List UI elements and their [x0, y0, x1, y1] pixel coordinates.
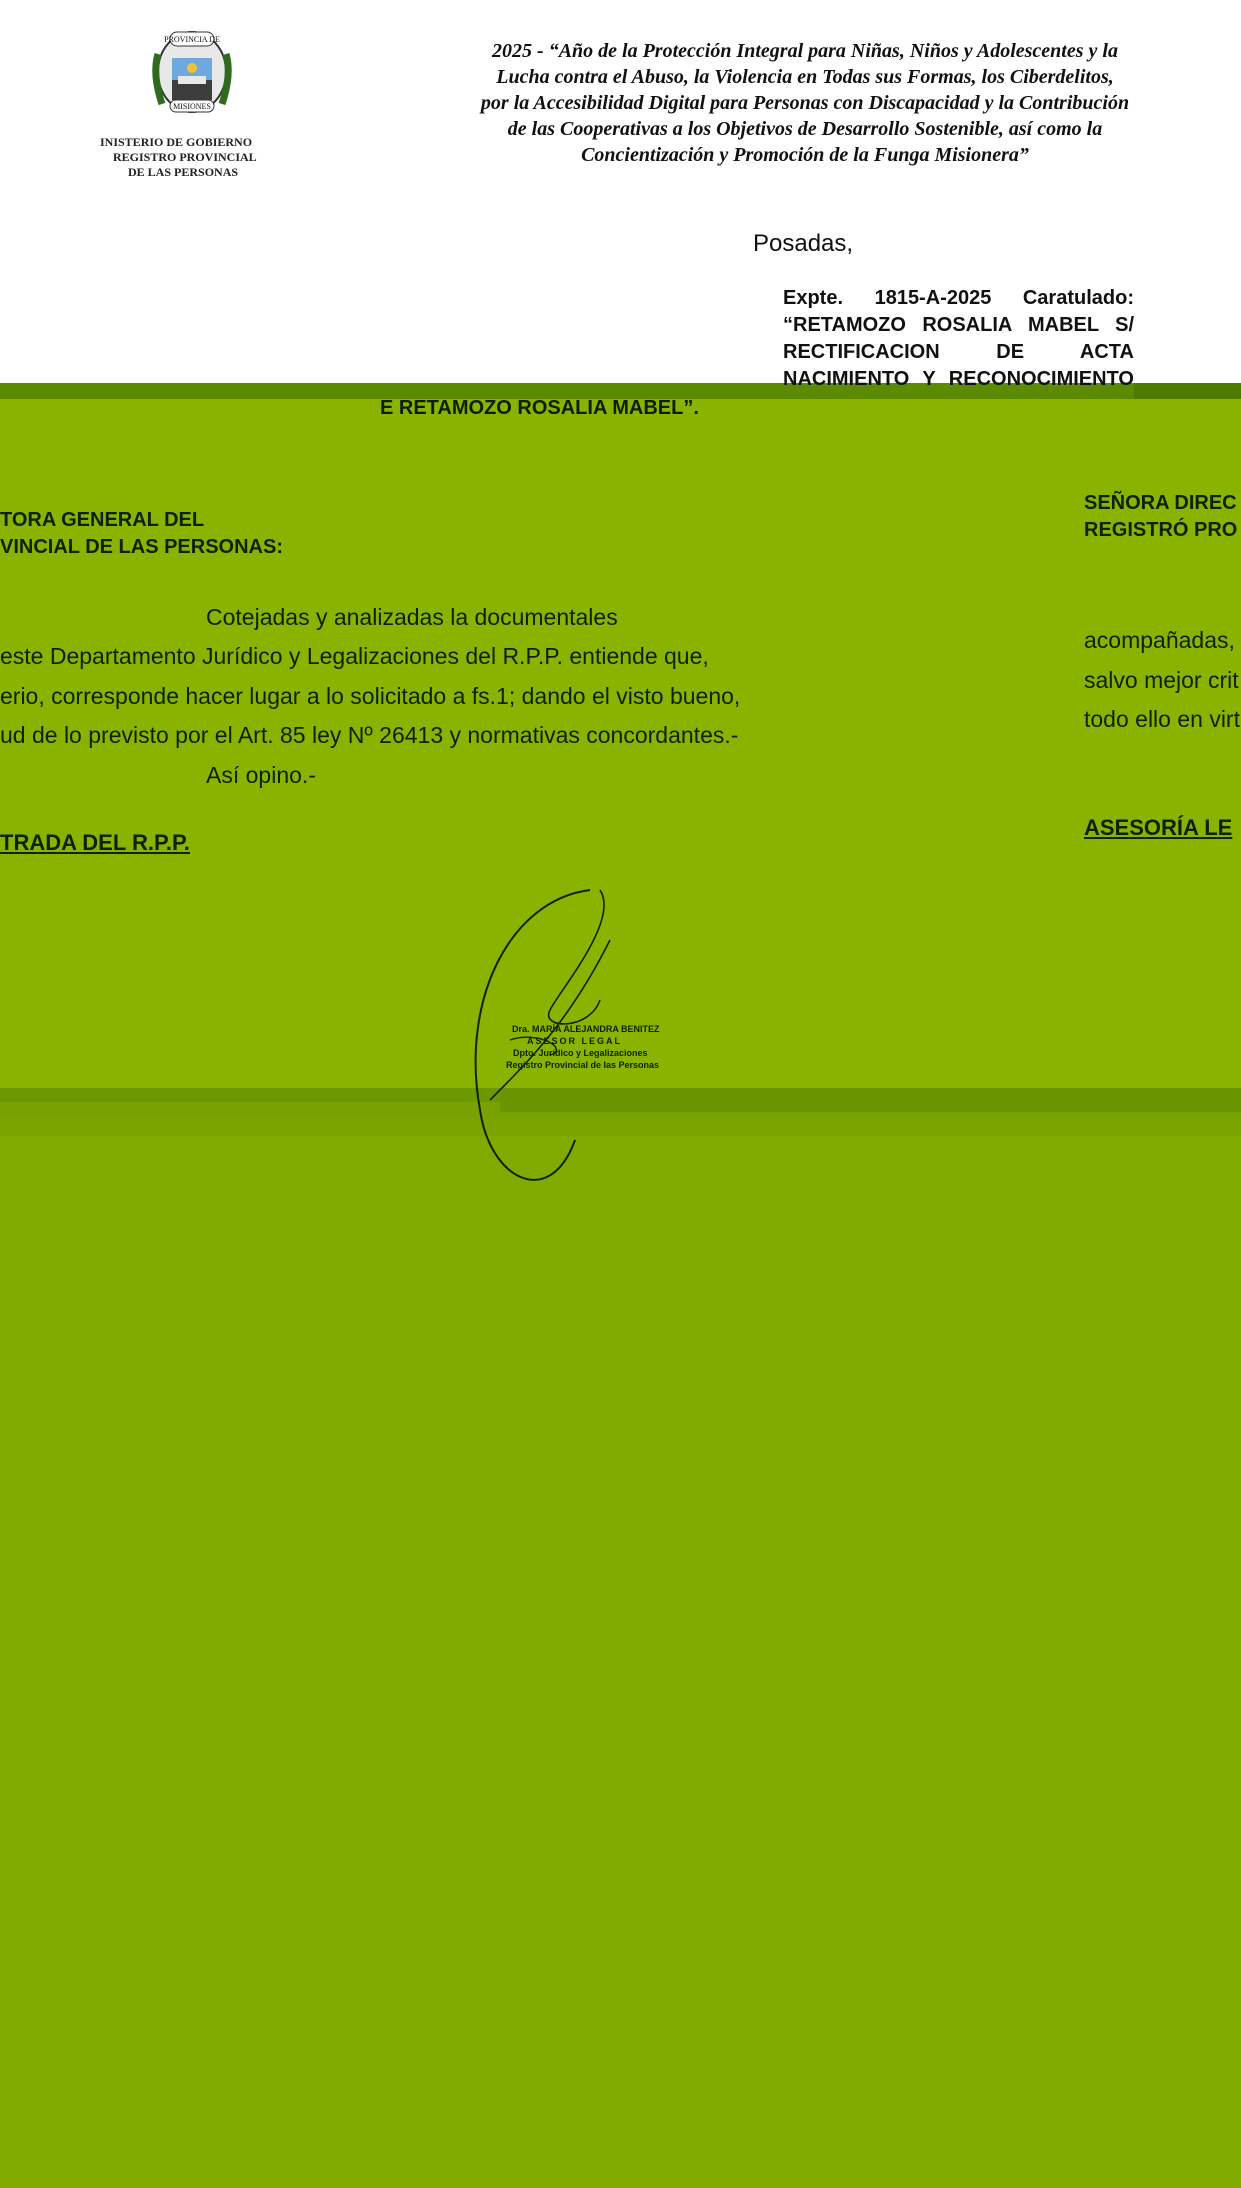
band-right-chip [1134, 383, 1241, 399]
svg-text:PROVINCIA DE: PROVINCIA DE [164, 35, 220, 44]
year-motto [460, 38, 1150, 168]
case-line: Expte. 1815-A-2025 Caratulado: [783, 287, 1134, 309]
body-line-2: este Departamento Jurídico y Legalizaciones del R.P.P. entiende que, [0, 643, 709, 669]
motto-line: de las Cooperativas a los Objetivos de Desarrollo Sostenible, así como la [507, 118, 1103, 140]
body-line-5: Así opino.- [206, 762, 316, 788]
addressee-left-1: TORA GENERAL DEL [0, 509, 205, 531]
addressee-right-2: REGISTRÓ PRO [1084, 519, 1238, 541]
signature-right-label: ASESORÍA LE [1084, 815, 1233, 840]
addressee-right-1: SEÑORA DIREC [1084, 492, 1237, 514]
body-line-4: ud de lo previsto por el Art. 85 ley Nº 26413 y normativas concordantes.- [0, 722, 739, 748]
ministry-line-3: DE LAS PERSONAS [128, 165, 239, 179]
stamp-line-2: ASESOR LEGAL [527, 1036, 623, 1046]
svg-text:MISIONES: MISIONES [173, 102, 211, 111]
signature-left-label: TRADA DEL R.P.P. [0, 830, 190, 855]
addressee-left-2: VINCIAL DE LAS PERSONAS: [0, 536, 283, 558]
stamp-line-3: Dpto. Jurídico y Legalizaciones [513, 1048, 648, 1058]
case-line-end: E RETAMOZO ROSALIA MABEL”. [380, 397, 699, 419]
motto-line: Concientización y Promoción de la Funga Misionera” [581, 144, 1029, 166]
ministry-line-2: REGISTRO PROVINCIAL [113, 150, 257, 164]
case-line: “RETAMOZO ROSALIA MABEL S/ [783, 314, 1134, 336]
motto-line: por la Accesibilidad Digital para Personas con Discapacidad y la Contribución [480, 92, 1130, 114]
body-line-1: Cotejadas y analizadas la documentales [206, 604, 618, 630]
case-line: RECTIFICACION DE ACTA [783, 341, 1134, 363]
motto-line: 2025 - “Año de la Protección Integral para Niñas, Niños y Adolescentes y la [492, 40, 1118, 62]
body-line-3: erio, corresponde hacer lugar a lo solicitado a fs.1; dando el visto bueno, [0, 683, 741, 709]
body-right-3: todo ello en virt [1084, 706, 1240, 732]
place-date: Posadas, [753, 230, 854, 257]
body-right-1: acompañadas, [1084, 627, 1235, 653]
stamp-line-4: Registro Provincial de las Personas [506, 1060, 660, 1070]
lower-green-band [0, 1088, 1241, 2188]
stamp-line-1: Dra. MARÍA ALEJANDRA BENITEZ [512, 1024, 660, 1034]
body-right-2: salvo mejor crit [1084, 667, 1239, 693]
ministry-line-1: INISTERIO DE GOBIERNO [100, 135, 253, 149]
case-line: NACIMIENTO Y RECONOCIMIENTO [783, 368, 1134, 390]
case-reference [783, 285, 1134, 393]
motto-line: Lucha contra el Abuso, la Violencia en Todas sus Formas, los Ciberdelitos, [496, 66, 1114, 88]
province-seal-icon [148, 24, 236, 118]
